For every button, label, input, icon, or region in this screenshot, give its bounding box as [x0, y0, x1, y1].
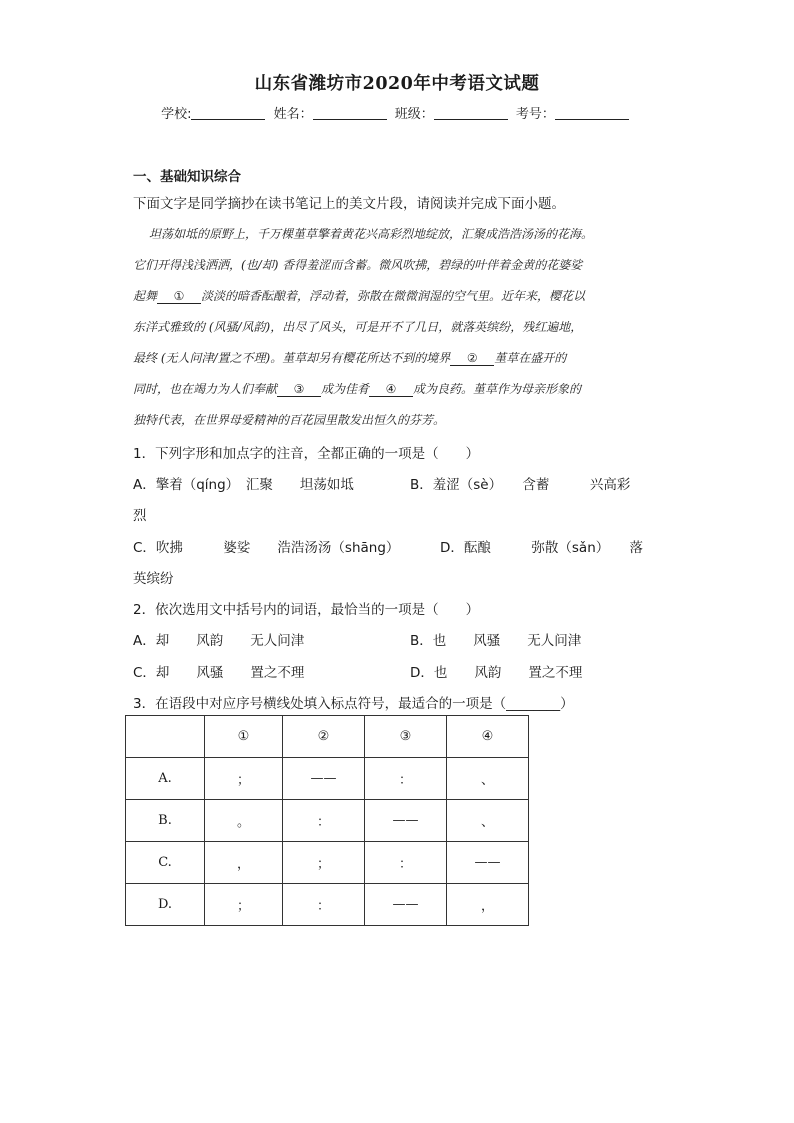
- table-row: [126, 842, 529, 884]
- table-cell: ——: [365, 800, 447, 842]
- q2-option-c: C．却 风骚 置之不理: [133, 665, 305, 681]
- table-row: [126, 884, 529, 926]
- student-info-line: [0, 103, 794, 122]
- table-cell: ②: [283, 716, 365, 758]
- table-cell: ；: [205, 884, 283, 926]
- table-cell: ，: [205, 842, 283, 884]
- question-3-stem: 3．在语段中对应序号横线处填入标点符号，最适合的一项是（________）: [133, 696, 574, 712]
- question-2-stem: 2．依次选用文中括号内的词语，最恰当的一项是（ ）: [133, 602, 480, 618]
- table-header-row: [126, 716, 529, 758]
- q2-option-a: A．却 风韵 无人问津: [133, 633, 305, 649]
- q1-option-b-wrap: 烈: [133, 508, 147, 524]
- blank-2: ②: [450, 351, 494, 366]
- table-cell: 、: [447, 758, 529, 800]
- passage-line: 独特代表，在世界母爱精神的百花园里散发出恒久的芬芳。: [133, 413, 446, 427]
- table-cell: ：: [283, 884, 365, 926]
- table-cell: ；: [283, 842, 365, 884]
- blank-3: ③: [277, 382, 321, 397]
- table-cell: ：: [365, 842, 447, 884]
- table-cell: ③: [365, 716, 447, 758]
- q1-option-d: D．酝酿 弥散（sǎn） 落: [440, 540, 644, 556]
- passage-line: 它们开得浅浅洒洒，(也/却) 香得羞涩而含蓄。微风吹拂，碧绿的叶伴着金黄的花婆娑: [133, 258, 583, 272]
- school-label: 学校:: [161, 107, 192, 122]
- class-label: 班级：: [394, 107, 434, 122]
- table-row: [126, 800, 529, 842]
- passage-line: 起舞 ① 淡淡的暗香酝酿着，浮动着，弥散在微微润湿的空气里。近年来，樱花以: [133, 289, 586, 303]
- number-label: 考号：: [515, 107, 555, 122]
- section-heading: 一、基础知识综合: [133, 169, 241, 185]
- table-cell: 。: [205, 800, 283, 842]
- table-cell: ——: [447, 842, 529, 884]
- table-cell: ，: [447, 884, 529, 926]
- q1-option-b: B．羞涩（sè） 含蓄 兴高彩: [410, 477, 631, 493]
- number-blank[interactable]: [555, 106, 629, 120]
- table-cell: A.: [126, 758, 205, 800]
- instructions: 下面文字是同学摘抄在读书笔记上的美文片段，请阅读并完成下面小题。: [133, 196, 565, 212]
- q1-option-d-wrap: 英缤纷: [133, 571, 174, 587]
- table-cell: ——: [365, 884, 447, 926]
- exam-title: 山东省潍坊市2020年中考语文试题: [254, 74, 540, 94]
- passage-line: 同时，也在竭力为人们奉献 ③ 成为佳肴 ④ 成为良药。堇草作为母亲形象的: [133, 382, 582, 396]
- q1-option-c: C．吹拂 婆娑 浩浩汤汤（shāng）: [133, 540, 400, 556]
- name-blank[interactable]: [313, 106, 387, 120]
- question-1-stem: 1．下列字形和加点字的注音，全都正确的一项是（ ）: [133, 446, 480, 462]
- table-cell: ：: [365, 758, 447, 800]
- q2-option-d: D．也 风韵 置之不理: [410, 665, 583, 681]
- table-row: [126, 758, 529, 800]
- blank-1: ①: [157, 289, 201, 304]
- table-cell: 、: [447, 800, 529, 842]
- blank-4: ④: [369, 382, 413, 397]
- passage-line: 坦荡如坻的原野上，千万棵堇草擎着黄花兴高彩烈地绽放，汇聚成浩浩汤汤的花海。: [149, 227, 594, 241]
- table-cell: D.: [126, 884, 205, 926]
- table-cell: B.: [126, 800, 205, 842]
- table-cell: ④: [447, 716, 529, 758]
- table-cell: ：: [283, 800, 365, 842]
- table-cell: C.: [126, 842, 205, 884]
- passage-line: 东洋式雅致的 (风骚/风韵)，出尽了风头，可是开不了几日，就落英缤纷，残红遍地，: [133, 320, 583, 334]
- q1-option-a: A．擎着（qíng） 汇聚 坦荡如坻: [133, 477, 354, 493]
- school-blank[interactable]: [191, 106, 265, 120]
- table-cell: ①: [205, 716, 283, 758]
- table-cell: [126, 716, 205, 758]
- table-cell: ——: [283, 758, 365, 800]
- q2-option-b: B．也 风骚 无人问津: [410, 633, 582, 649]
- table-cell: ；: [205, 758, 283, 800]
- punctuation-table: [125, 715, 529, 926]
- passage-line: 最终 (无人问津/置之不理)。堇草却另有樱花所达不到的境界 ② 堇草在盛开的: [133, 351, 567, 365]
- name-label: 姓名：: [273, 107, 313, 122]
- class-blank[interactable]: [434, 106, 508, 120]
